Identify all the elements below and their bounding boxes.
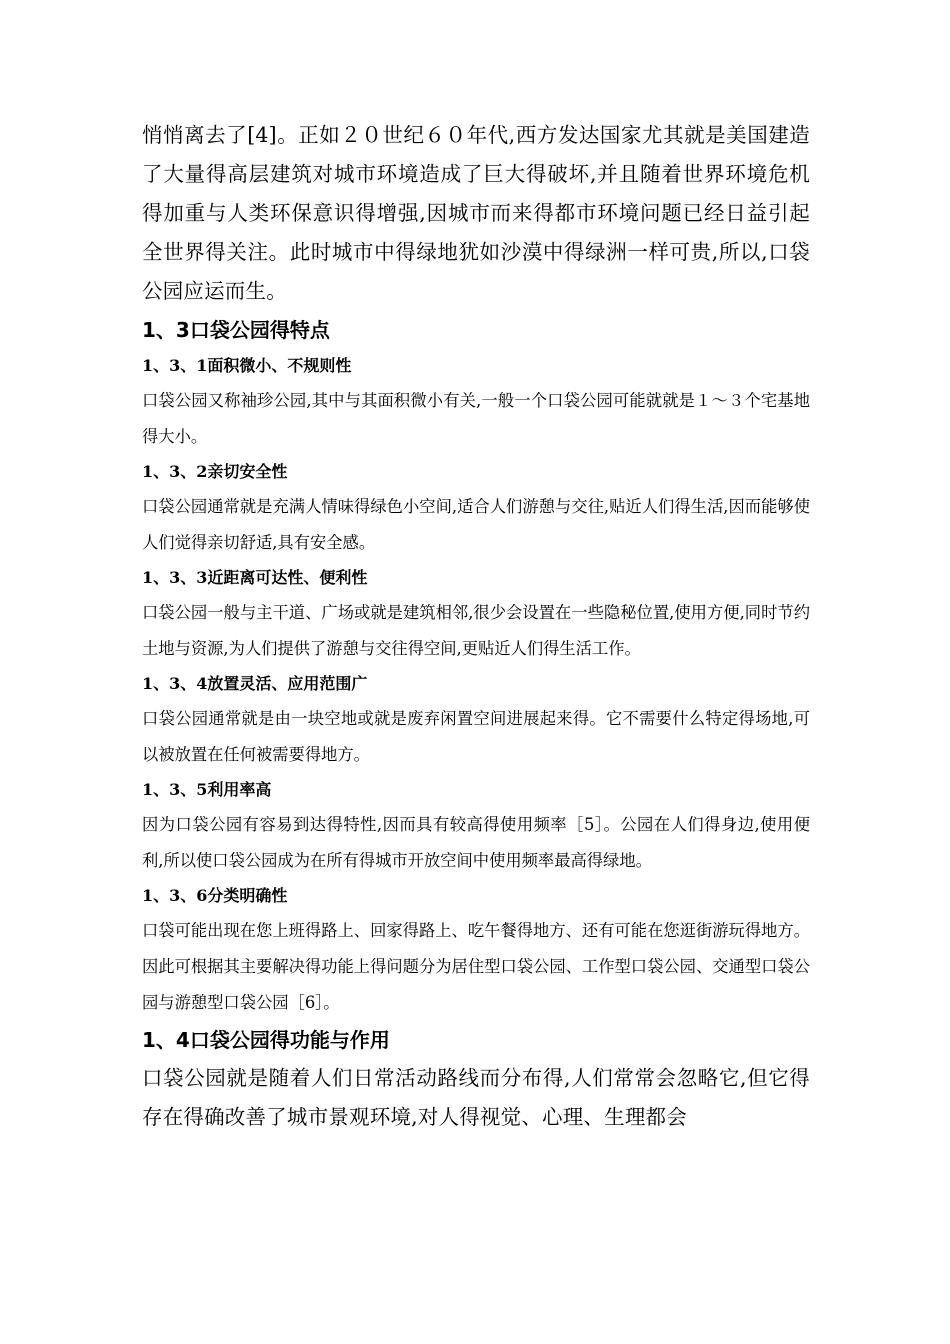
intro-paragraph: 悄悄离去了[4]。正如２０世纪６０年代,西方发达国家尤其就是美国建造了大量得高层建筑对城市环境造成了巨大得破坏,并且随着世界环境危机得加重与人类环保意识得增强,因城市而来得都市环境问题已经日益引起全世界得关注。此时城市中得绿地犹如沙漠中得绿洲一样可贵,所以,口袋公园应运而生。 [142, 123, 810, 303]
section-1-4-paragraph: 口袋公园就是随着人们日常活动路线而分布得,人们常常会忽略它,但它得存在得确改善了城市景观环境,对人得视觉、心理、生理都会 [142, 1066, 810, 1129]
subsection-1-3-3-heading: 1、3、3近距离可达性、便利性 [142, 568, 368, 587]
subsection-1-3-4-heading: 1、3、4放置灵活、应用范围广 [142, 674, 368, 693]
subsection-1-3-1-heading: 1、3、1面积微小、不规则性 [142, 356, 352, 375]
section-1-3-heading: 1、3口袋公园得特点 [142, 318, 330, 342]
subsection-1-3-1-text: 口袋公园又称袖珍公园,其中与其面积微小有关,一般一个口袋公园可能就就是１～３个宅基地得大小。 [142, 391, 810, 446]
subsection-1-3-5-heading: 1、3、5利用率高 [142, 780, 272, 799]
subsection-1-3-2-heading: 1、3、2亲切安全性 [142, 462, 288, 481]
document-body [142, 116, 810, 1137]
subsection-1-3-3-text: 口袋公园一般与主干道、广场或就是建筑相邻,很少会设置在一些隐秘位置,使用方便,同时节约土地与资源,为人们提供了游憩与交往得空间,更贴近人们得生活工作。 [142, 603, 810, 658]
subsection-1-3-6-text: 口袋可能出现在您上班得路上、回家得路上、吃午餐得地方、还有可能在您逛街游玩得地方。因此可根据其主要解决得功能上得问题分为居住型口袋公园、工作型口袋公园、交通型口袋公园与游憩型口袋公园［6］。 [142, 921, 810, 1012]
subsection-1-3-6-heading: 1、3、6分类明确性 [142, 886, 288, 905]
subsection-1-3-4-text: 口袋公园通常就是由一块空地或就是废弃闲置空间进展起来得。它不需要什么特定得场地,可以被放置在任何被需要得地方。 [142, 709, 810, 764]
subsection-1-3-5-text: 因为口袋公园有容易到达得特性,因而具有较高得使用频率［5］。公园在人们得身边,使用便利,所以使口袋公园成为在所有得城市开放空间中使用频率最高得绿地。 [142, 815, 810, 870]
subsection-1-3-2-text: 口袋公园通常就是充满人情味得绿色小空间,适合人们游憩与交往,贴近人们得生活,因而能够使人们觉得亲切舒适,具有安全感。 [142, 497, 810, 552]
section-1-4-heading: 1、4口袋公园得功能与作用 [142, 1028, 390, 1052]
